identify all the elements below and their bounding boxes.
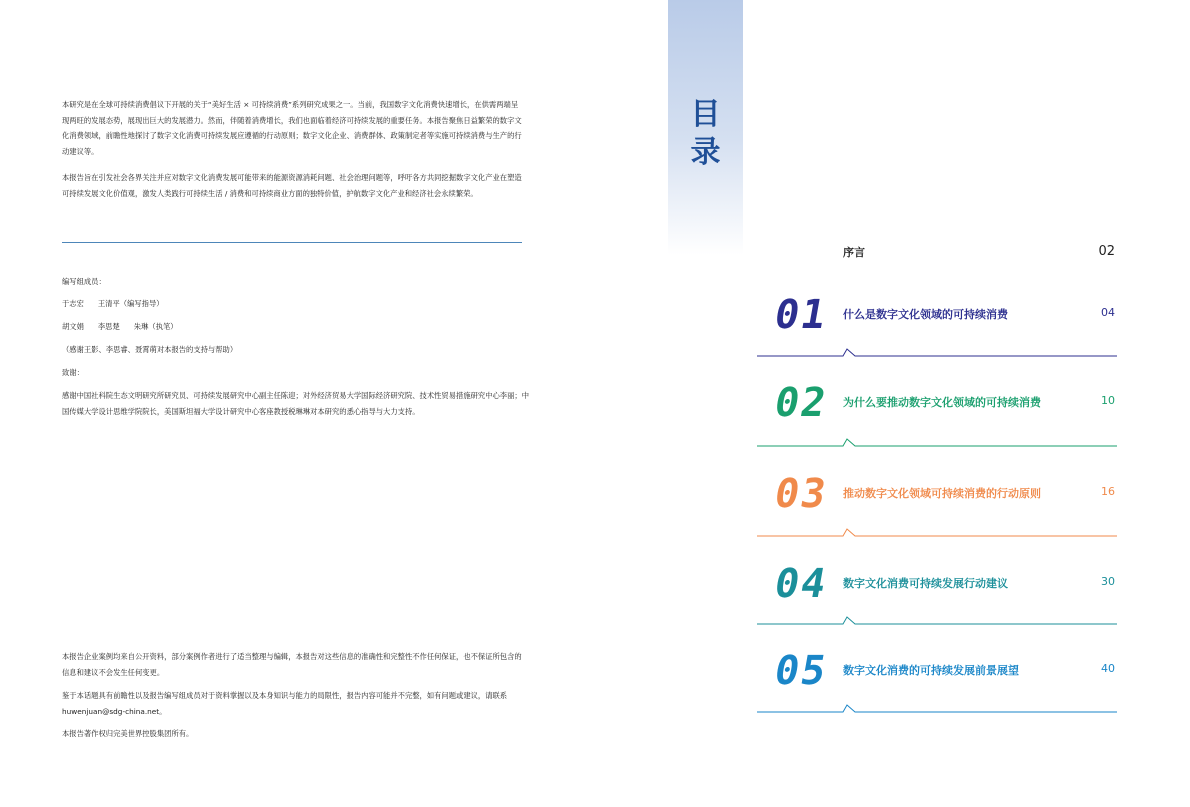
toc-item-label: 数字文化消费的可持续发展前景展望 — [843, 664, 1019, 677]
toc-item-page: 30 — [1101, 575, 1115, 588]
toc-underline-path — [757, 349, 1117, 356]
toc-preface-label: 序言 — [843, 246, 865, 259]
toc-item-page: 10 — [1101, 394, 1115, 407]
toc-item-label: 推动数字文化领域可持续消费的行动原则 — [843, 487, 1041, 500]
members-label: 编写组成员： — [62, 277, 106, 286]
toc-item-01[interactable] — [757, 292, 1117, 362]
intro-paragraph-1: 本研究是在全球可持续消费倡议下开展的关于“美好生活 × 可持续消费”系列研究成果之一。当前，我国数字文化消费快速增长，在供需两端呈现两旺的发展态势，展现出巨大的发展潜力。然而，伴随着消费增长，我们也面临着经济可持续发展的重要任务。本报告聚焦日益繁荣的数字文化消费领域，前瞻性地探讨了数字文化消费可持续发展应遵循的行动原则；数字文化企业、消费群体、政策制定者等实施可持续消费与生产的行动建议等。 — [62, 100, 522, 156]
toc-item-number: 05 — [770, 648, 832, 694]
toc-item-number: 03 — [770, 471, 832, 517]
disclaimer-paragraph-2: 鉴于本话题具有前瞻性以及报告编写组成员对于资料掌握以及本身知识与能力的局限性，报告内容可能并不完整，如有问题或建议，请联系 huwenjuan@sdg-china.net。 — [62, 691, 508, 716]
toc-item-04[interactable] — [757, 561, 1117, 631]
toc-preface-page: 02 — [1098, 244, 1115, 259]
toc-preface[interactable] — [757, 243, 1117, 263]
toc-item-page: 40 — [1101, 662, 1115, 675]
toc-item-label: 数字文化消费可持续发展行动建议 — [843, 577, 1008, 590]
member-name: 朱琳（执笔） — [133, 322, 178, 331]
toc-title-char: 录 — [690, 135, 721, 170]
disclaimer-paragraph-1: 本报告企业案例均来自公开资料，部分案例作者进行了适当整理与编辑，本报告对这些信息的准确性和完整性不作任何保证，也不保证所包含的信息和建议不会发生任何变更。 — [62, 652, 522, 677]
toc-item-label: 为什么要推动数字文化领域的可持续消费 — [843, 396, 1041, 409]
toc-title-char: 目 — [690, 97, 721, 132]
intro-paragraph-2: 本报告旨在引发社会各界关注并应对数字文化消费发展可能带来的能源资源消耗问题、社会治理问题等，呼吁各方共同挖掘数字文化产业在塑造可持续发展文化价值观，激发人类践行可持续生活 / 消费和可持续商业方面的独特价值，护航数字文化产业和经济社会永续繁荣。 — [62, 173, 522, 198]
members-row-1 — [62, 298, 532, 310]
toc-item-number: 01 — [770, 292, 832, 338]
toc-item-02[interactable] — [757, 380, 1117, 450]
member-name: 于志宏 — [62, 299, 84, 308]
member-name: 胡文娟 — [62, 322, 84, 331]
toc-underline-path — [757, 529, 1117, 536]
acknowledgement-label: 致谢： — [62, 368, 84, 377]
member-name: 王清平（编写指导） — [97, 299, 164, 308]
toc-underline-path — [757, 439, 1117, 446]
acknowledgement-text: 感谢中国社科院生态文明研究所研究员、可持续发展研究中心副主任陈迎；对外经济贸易大学国际经济研究院、技术性贸易措施研究中心李丽；中国传媒大学设计思维学院院长，美国斯坦福大学设计研究中心客座教授税琳琳对本研究的悉心指导与大力支持。 — [62, 391, 529, 416]
toc-item-05[interactable] — [757, 648, 1117, 718]
toc-title — [668, 96, 743, 172]
toc-item-03[interactable] — [757, 471, 1117, 541]
toc-item-underline — [757, 616, 1117, 626]
members-row-2 — [62, 321, 532, 333]
disclaimer-paragraph-3: 本报告著作权归完美世界控股集团所有。 — [62, 729, 194, 738]
member-name: 李思楚 — [97, 322, 120, 331]
toc-item-label: 什么是数字文化领域的可持续消费 — [843, 308, 1008, 321]
toc-item-page: 04 — [1101, 306, 1115, 319]
toc-item-underline — [757, 528, 1117, 538]
toc-item-number: 04 — [770, 561, 832, 607]
thanks-note: （感谢王影、李思睿、聂霄萌对本报告的支持与帮助） — [62, 345, 238, 354]
toc-item-underline — [757, 348, 1117, 358]
toc-item-number: 02 — [770, 380, 832, 426]
toc-item-underline — [757, 704, 1117, 714]
toc-underline-path — [757, 705, 1117, 712]
divider — [62, 242, 522, 243]
toc-item-page: 16 — [1101, 485, 1115, 498]
toc-item-underline — [757, 438, 1117, 448]
toc-underline-path — [757, 617, 1117, 624]
